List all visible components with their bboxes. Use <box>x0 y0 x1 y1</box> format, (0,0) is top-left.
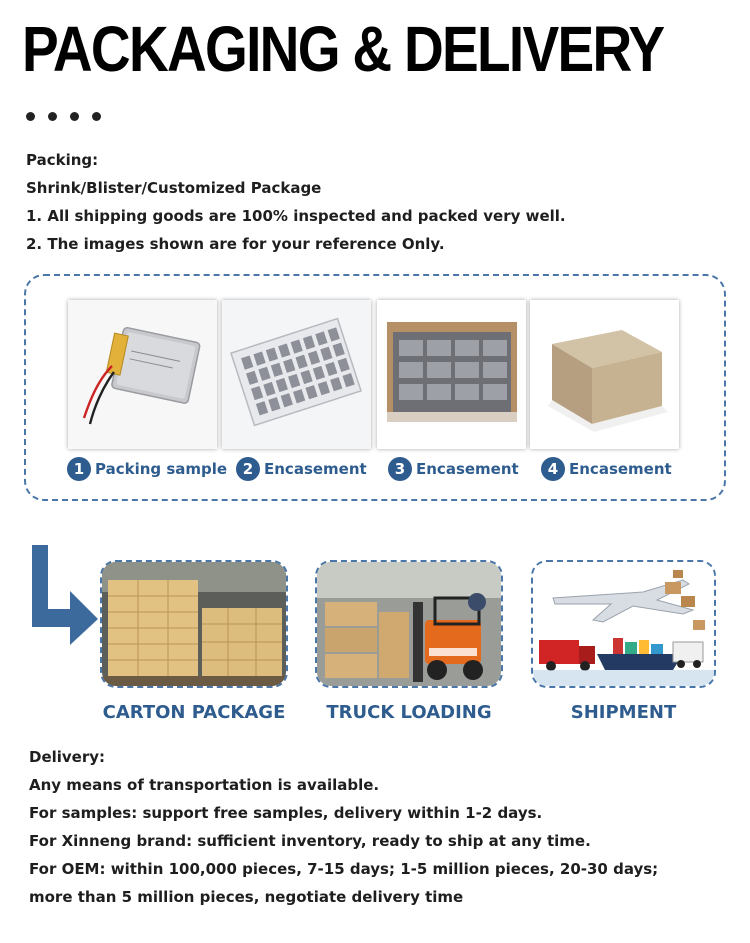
delivery-heading: Delivery: <box>29 748 106 766</box>
packing-sample-photo <box>68 300 217 449</box>
delivery-info <box>29 743 658 911</box>
carton-package-label: CARTON PACKAGE <box>102 702 286 723</box>
step-4-number-icon: 4 <box>541 457 565 481</box>
packing-note-1: 1. All shipping goods are 100% inspected and packed very well. <box>26 207 566 225</box>
step-2-number-icon: 2 <box>236 457 260 481</box>
step-2 <box>236 457 367 481</box>
encasement-carton-photo <box>530 300 679 449</box>
shipment-label: SHIPMENT <box>570 702 677 723</box>
page-title: PACKAGING & DELIVERY <box>22 13 664 85</box>
step-3 <box>388 457 519 481</box>
step-1-label: Packing sample <box>95 460 228 478</box>
dot-icon <box>92 112 101 121</box>
step-1 <box>67 457 227 481</box>
delivery-note-1: Any means of transportation is available. <box>29 776 380 794</box>
delivery-note-5: more than 5 million pieces, negotiate delivery time <box>29 888 464 906</box>
turn-arrow-icon <box>30 545 100 645</box>
truck-loading-label: TRUCK LOADING <box>326 702 492 723</box>
delivery-note-3: For Xinneng brand: sufficient inventory, ready to ship at any time. <box>29 832 591 850</box>
step-1-number-icon: 1 <box>67 457 91 481</box>
carton-package-photo <box>100 560 288 688</box>
packing-heading: Packing: <box>26 151 99 169</box>
dot-icon <box>48 112 57 121</box>
encasement-tray-photo <box>222 300 371 449</box>
packing-note-2: 2. The images shown are for your reference Only. <box>26 235 445 253</box>
dot-icon <box>70 112 79 121</box>
step-2-label: Encasement <box>264 460 367 478</box>
step-4-label: Encasement <box>569 460 672 478</box>
packing-info <box>26 146 566 258</box>
decorative-dots <box>26 112 101 121</box>
packing-type: Shrink/Blister/Customized Package <box>26 179 322 197</box>
shipment-photo <box>531 560 716 688</box>
step-3-number-icon: 3 <box>388 457 412 481</box>
step-4 <box>541 457 672 481</box>
truck-loading-photo <box>315 560 503 688</box>
encasement-box-photo <box>377 300 526 449</box>
delivery-note-4: For OEM: within 100,000 pieces, 7-15 days; 1-5 million pieces, 20-30 days; <box>29 860 659 878</box>
dot-icon <box>26 112 35 121</box>
step-3-label: Encasement <box>416 460 519 478</box>
delivery-note-2: For samples: support free samples, delivery within 1-2 days. <box>29 804 543 822</box>
